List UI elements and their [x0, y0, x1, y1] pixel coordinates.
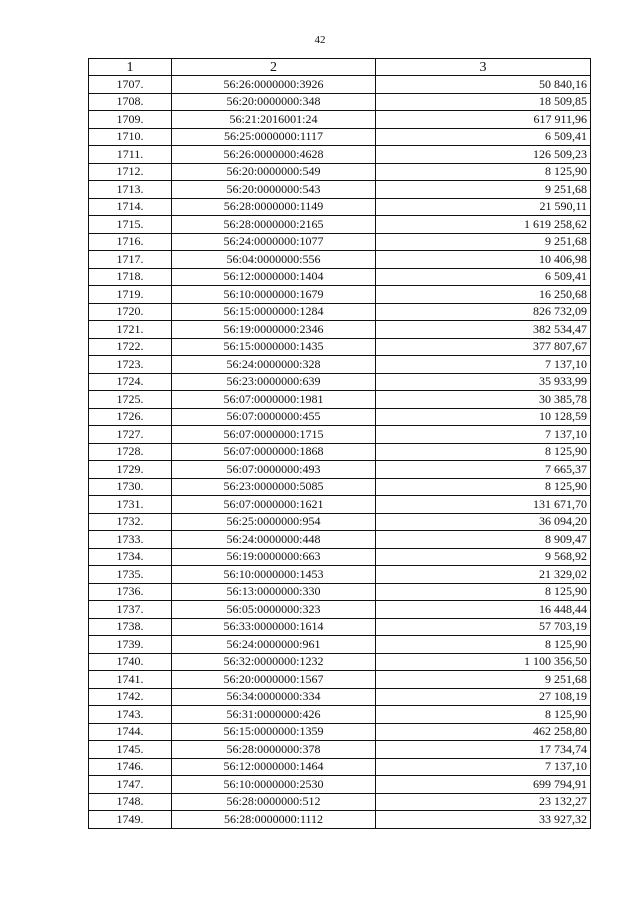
value-cell: 7 137,10: [376, 426, 591, 444]
value-cell: 462 258,80: [376, 723, 591, 741]
table-row: [89, 706, 591, 724]
table-row: [89, 356, 591, 374]
row-number-cell: 1728.: [89, 443, 172, 461]
row-number-cell: 1742.: [89, 688, 172, 706]
value-cell: 826 732,09: [376, 303, 591, 321]
value-cell: 9 251,68: [376, 671, 591, 689]
row-number-cell: 1729.: [89, 461, 172, 479]
row-number-cell: 1737.: [89, 601, 172, 619]
cadastral-number-cell: 56:20:0000000:543: [172, 181, 376, 199]
row-number-cell: 1746.: [89, 758, 172, 776]
table-row: [89, 461, 591, 479]
table-row: [89, 93, 591, 111]
cadastral-number-cell: 56:23:0000000:639: [172, 373, 376, 391]
value-cell: 36 094,20: [376, 513, 591, 531]
table-row: [89, 146, 591, 164]
row-number-cell: 1744.: [89, 723, 172, 741]
row-number-cell: 1749.: [89, 811, 172, 829]
cadastral-number-cell: 56:28:0000000:378: [172, 741, 376, 759]
row-number-cell: 1712.: [89, 163, 172, 181]
value-cell: 6 509,41: [376, 268, 591, 286]
table-row: [89, 496, 591, 514]
value-cell: 1 619 258,62: [376, 216, 591, 234]
cadastral-number-cell: 56:04:0000000:556: [172, 251, 376, 269]
table-row: [89, 741, 591, 759]
value-cell: 7 137,10: [376, 758, 591, 776]
value-cell: 699 794,91: [376, 776, 591, 794]
value-cell: 8 125,90: [376, 443, 591, 461]
page-number: 42: [314, 34, 326, 46]
table-row: [89, 793, 591, 811]
row-number-cell: 1711.: [89, 146, 172, 164]
cadastral-number-cell: 56:19:0000000:2346: [172, 321, 376, 339]
cadastral-number-cell: 56:10:0000000:1453: [172, 566, 376, 584]
table-body: [89, 76, 591, 829]
value-cell: 35 933,99: [376, 373, 591, 391]
table-row: [89, 163, 591, 181]
table-row: [89, 548, 591, 566]
table-row: [89, 723, 591, 741]
table-row: [89, 811, 591, 829]
row-number-cell: 1726.: [89, 408, 172, 426]
cadastral-number-cell: 56:23:0000000:5085: [172, 478, 376, 496]
cadastral-number-cell: 56:33:0000000:1614: [172, 618, 376, 636]
row-number-cell: 1718.: [89, 268, 172, 286]
row-number-cell: 1707.: [89, 76, 172, 94]
value-cell: 8 125,90: [376, 478, 591, 496]
cadastral-number-cell: 56:07:0000000:1981: [172, 391, 376, 409]
cadastral-number-cell: 56:07:0000000:1715: [172, 426, 376, 444]
row-number-cell: 1721.: [89, 321, 172, 339]
table-row: [89, 653, 591, 671]
cadastral-number-cell: 56:20:0000000:348: [172, 93, 376, 111]
table-row: [89, 531, 591, 549]
table-row: [89, 478, 591, 496]
row-number-cell: 1735.: [89, 566, 172, 584]
value-cell: 17 734,74: [376, 741, 591, 759]
row-number-cell: 1709.: [89, 111, 172, 129]
value-cell: 7 665,37: [376, 461, 591, 479]
table-header: [89, 59, 591, 76]
row-number-cell: 1719.: [89, 286, 172, 304]
table-row: [89, 181, 591, 199]
row-number-cell: 1732.: [89, 513, 172, 531]
table-row: [89, 583, 591, 601]
value-cell: 8 125,90: [376, 583, 591, 601]
row-number-cell: 1740.: [89, 653, 172, 671]
cadastral-number-cell: 56:20:0000000:1567: [172, 671, 376, 689]
row-number-cell: 1734.: [89, 548, 172, 566]
value-cell: 7 137,10: [376, 356, 591, 374]
row-number-cell: 1745.: [89, 741, 172, 759]
table-row: [89, 671, 591, 689]
table-row: [89, 758, 591, 776]
cadastral-number-cell: 56:24:0000000:448: [172, 531, 376, 549]
cadastral-number-cell: 56:24:0000000:1077: [172, 233, 376, 251]
value-cell: 57 703,19: [376, 618, 591, 636]
row-number-cell: 1725.: [89, 391, 172, 409]
cadastral-number-cell: 56:12:0000000:1464: [172, 758, 376, 776]
row-number-cell: 1747.: [89, 776, 172, 794]
table-row: [89, 513, 591, 531]
registry-table: [88, 58, 591, 829]
row-number-cell: 1723.: [89, 356, 172, 374]
table-row: [89, 426, 591, 444]
cadastral-number-cell: 56:13:0000000:330: [172, 583, 376, 601]
cadastral-number-cell: 56:26:0000000:4628: [172, 146, 376, 164]
value-cell: 50 840,16: [376, 76, 591, 94]
table-row: [89, 111, 591, 129]
row-number-cell: 1722.: [89, 338, 172, 356]
cadastral-number-cell: 56:26:0000000:3926: [172, 76, 376, 94]
row-number-cell: 1710.: [89, 128, 172, 146]
value-cell: 8 125,90: [376, 636, 591, 654]
value-cell: 377 807,67: [376, 338, 591, 356]
cadastral-number-cell: 56:10:0000000:2530: [172, 776, 376, 794]
row-number-cell: 1714.: [89, 198, 172, 216]
cadastral-number-cell: 56:10:0000000:1679: [172, 286, 376, 304]
row-number-cell: 1743.: [89, 706, 172, 724]
value-cell: 23 132,27: [376, 793, 591, 811]
column-header-value: 3: [376, 59, 591, 76]
value-cell: 8 125,90: [376, 163, 591, 181]
cadastral-number-cell: 56:15:0000000:1435: [172, 338, 376, 356]
header-row: [89, 59, 591, 76]
cadastral-number-cell: 56:28:0000000:2165: [172, 216, 376, 234]
row-number-cell: 1748.: [89, 793, 172, 811]
row-number-cell: 1724.: [89, 373, 172, 391]
cadastral-number-cell: 56:31:0000000:426: [172, 706, 376, 724]
table-row: [89, 688, 591, 706]
row-number-cell: 1713.: [89, 181, 172, 199]
row-number-cell: 1730.: [89, 478, 172, 496]
value-cell: 16 250,68: [376, 286, 591, 304]
cadastral-number-cell: 56:07:0000000:1621: [172, 496, 376, 514]
row-number-cell: 1708.: [89, 93, 172, 111]
cadastral-number-cell: 56:34:0000000:334: [172, 688, 376, 706]
table-row: [89, 391, 591, 409]
column-header-number: 1: [89, 59, 172, 76]
table-row: [89, 618, 591, 636]
value-cell: 9 251,68: [376, 233, 591, 251]
value-cell: 33 927,32: [376, 811, 591, 829]
cadastral-number-cell: 56:19:0000000:663: [172, 548, 376, 566]
cadastral-number-cell: 56:07:0000000:1868: [172, 443, 376, 461]
value-cell: 30 385,78: [376, 391, 591, 409]
table-row: [89, 198, 591, 216]
row-number-cell: 1727.: [89, 426, 172, 444]
cadastral-number-cell: 56:28:0000000:512: [172, 793, 376, 811]
table-row: [89, 338, 591, 356]
table-row: [89, 373, 591, 391]
row-number-cell: 1733.: [89, 531, 172, 549]
cadastral-number-cell: 56:07:0000000:455: [172, 408, 376, 426]
value-cell: 8 909,47: [376, 531, 591, 549]
row-number-cell: 1720.: [89, 303, 172, 321]
cadastral-number-cell: 56:28:0000000:1149: [172, 198, 376, 216]
cadastral-number-cell: 56:12:0000000:1404: [172, 268, 376, 286]
row-number-cell: 1736.: [89, 583, 172, 601]
cadastral-number-cell: 56:32:0000000:1232: [172, 653, 376, 671]
table-row: [89, 776, 591, 794]
table-row: [89, 443, 591, 461]
table-row: [89, 303, 591, 321]
row-number-cell: 1731.: [89, 496, 172, 514]
value-cell: 617 911,96: [376, 111, 591, 129]
value-cell: 8 125,90: [376, 706, 591, 724]
cadastral-number-cell: 56:15:0000000:1284: [172, 303, 376, 321]
row-number-cell: 1739.: [89, 636, 172, 654]
column-header-cadastral-number: 2: [172, 59, 376, 76]
value-cell: 6 509,41: [376, 128, 591, 146]
cadastral-number-cell: 56:15:0000000:1359: [172, 723, 376, 741]
value-cell: 131 671,70: [376, 496, 591, 514]
cadastral-number-cell: 56:24:0000000:961: [172, 636, 376, 654]
row-number-cell: 1715.: [89, 216, 172, 234]
table-row: [89, 268, 591, 286]
row-number-cell: 1717.: [89, 251, 172, 269]
value-cell: 9 251,68: [376, 181, 591, 199]
cadastral-number-cell: 56:05:0000000:323: [172, 601, 376, 619]
row-number-cell: 1738.: [89, 618, 172, 636]
value-cell: 10 128,59: [376, 408, 591, 426]
table-row: [89, 601, 591, 619]
value-cell: 27 108,19: [376, 688, 591, 706]
row-number-cell: 1716.: [89, 233, 172, 251]
value-cell: 9 568,92: [376, 548, 591, 566]
cadastral-number-cell: 56:24:0000000:328: [172, 356, 376, 374]
table-row: [89, 408, 591, 426]
value-cell: 126 509,23: [376, 146, 591, 164]
table-row: [89, 128, 591, 146]
cadastral-number-cell: 56:28:0000000:1112: [172, 811, 376, 829]
cadastral-number-cell: 56:25:0000000:954: [172, 513, 376, 531]
row-number-cell: 1741.: [89, 671, 172, 689]
table-row: [89, 321, 591, 339]
value-cell: 21 329,02: [376, 566, 591, 584]
table-row: [89, 216, 591, 234]
cadastral-number-cell: 56:21:2016001:24: [172, 111, 376, 129]
cadastral-number-cell: 56:20:0000000:549: [172, 163, 376, 181]
value-cell: 16 448,44: [376, 601, 591, 619]
value-cell: 18 509,85: [376, 93, 591, 111]
value-cell: 21 590,11: [376, 198, 591, 216]
value-cell: 1 100 356,50: [376, 653, 591, 671]
table-row: [89, 286, 591, 304]
table-row: [89, 566, 591, 584]
value-cell: 10 406,98: [376, 251, 591, 269]
cadastral-number-cell: 56:07:0000000:493: [172, 461, 376, 479]
table-row: [89, 251, 591, 269]
cadastral-number-cell: 56:25:0000000:1117: [172, 128, 376, 146]
table-row: [89, 636, 591, 654]
table-row: [89, 233, 591, 251]
table-row: [89, 76, 591, 94]
value-cell: 382 534,47: [376, 321, 591, 339]
